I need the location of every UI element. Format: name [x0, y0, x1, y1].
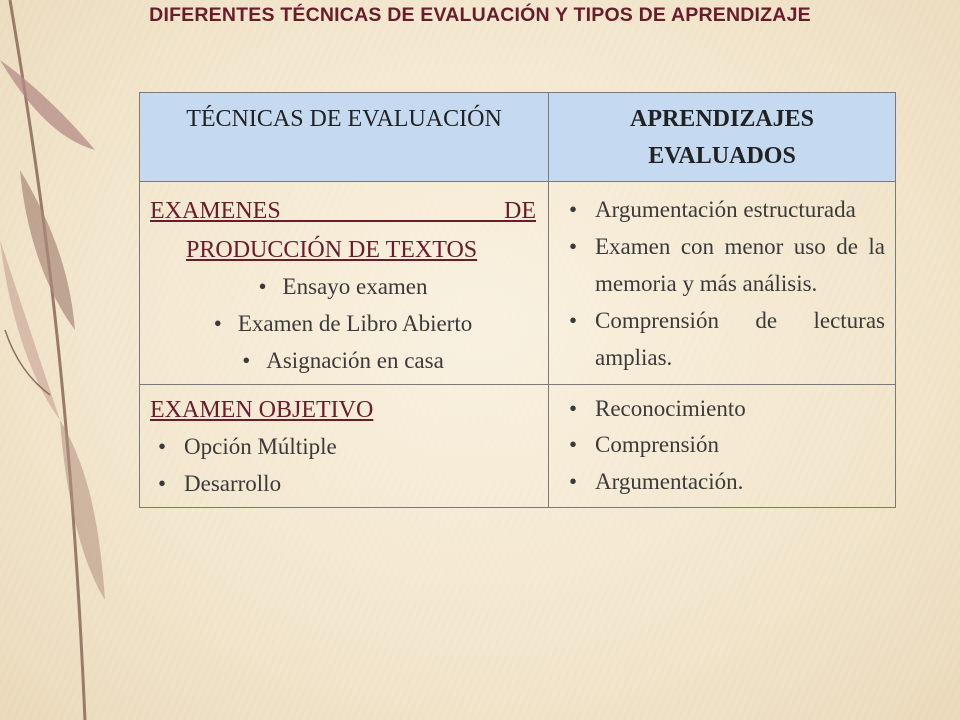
- learning-list: [561, 391, 885, 501]
- evaluation-table: [139, 92, 896, 508]
- list-item: • Argumentación.: [561, 464, 885, 501]
- list-item: • Desarrollo: [150, 466, 536, 503]
- list-item: • Ensayo examen: [150, 269, 536, 306]
- list-item: • Reconocimiento: [561, 391, 885, 428]
- technique-heading-line1: EXAMENES DE: [150, 198, 536, 225]
- header-tecnicas: TÉCNICAS DE EVALUACIÓN: [140, 93, 549, 182]
- list-item: • Argumentación estructurada: [561, 192, 885, 229]
- technique-list: [150, 269, 536, 379]
- list-item: • Comprensión de lecturas amplias.: [561, 303, 885, 377]
- learning-list: [561, 192, 885, 376]
- technique-heading-line2: PRODUCCIÓN DE TEXTOS: [186, 236, 478, 263]
- header-aprendizajes: APRENDIZAJES EVALUADOS: [549, 93, 896, 182]
- technique-heading: EXAMEN OBJETIVO: [150, 396, 374, 423]
- list-item: • Examen con menor uso de la memoria y más análisis.: [561, 229, 885, 303]
- technique-heading: [150, 192, 536, 269]
- learning-cell: [549, 182, 896, 384]
- list-item: • Asignación en casa: [150, 343, 536, 380]
- slide-title: DIFERENTES TÉCNICAS DE EVALUACIÓN Y TIPOS DE APRENDIZAJE: [149, 4, 811, 26]
- leaf-branch-decoration: [0, 0, 140, 720]
- list-item: • Opción Múltiple: [150, 429, 536, 466]
- list-item: • Comprensión: [561, 427, 885, 464]
- technique-cell: [140, 384, 549, 507]
- list-item: • Examen de Libro Abierto: [150, 306, 536, 343]
- table-row: [140, 384, 896, 507]
- table-header-row: [140, 93, 896, 182]
- technique-cell: [140, 182, 549, 384]
- table-row: [140, 182, 896, 384]
- technique-list: [150, 429, 536, 503]
- learning-cell: [549, 384, 896, 507]
